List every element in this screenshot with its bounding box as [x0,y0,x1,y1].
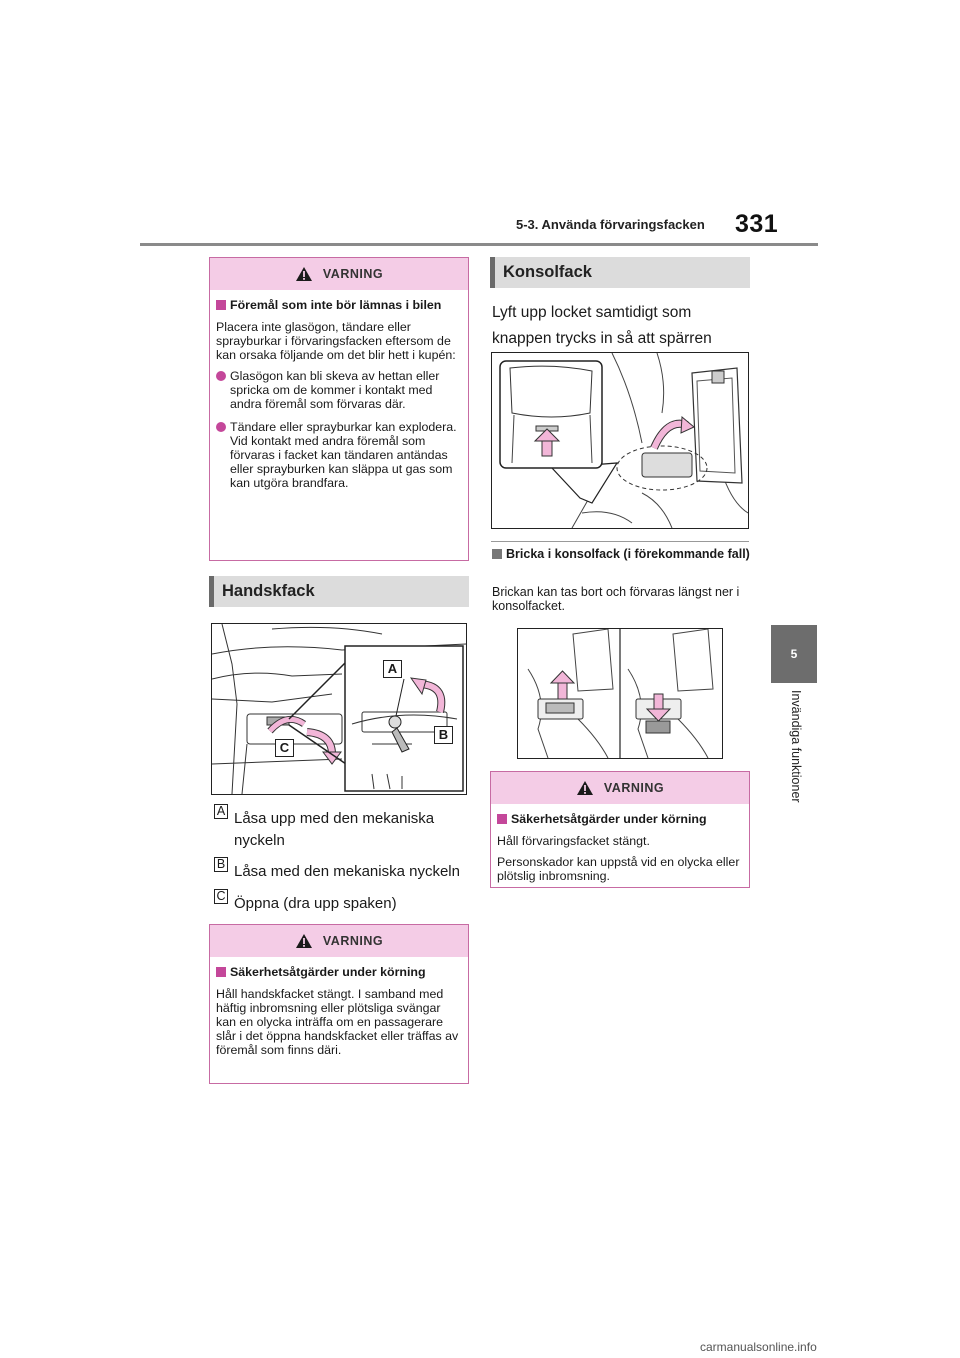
warning-box-glove [209,924,469,1084]
warning-title-text: Föremål som inte bör lämnas i bilen [230,298,442,312]
warning-icon [576,780,594,796]
bullet-text: Glasögon kan bli skeva av hettan eller spricka om de kommer i kontakt med andra föremål som förvaras där. [230,369,440,411]
konsolfack-intro: Lyft upp locket samtidigt som knappen trycks in så att spärren [492,304,712,347]
warning-title-text: Säkerhetsåtgärder under körning [511,812,707,826]
square-bullet-icon [492,549,502,559]
bullet-icon [216,422,226,432]
bullet-icon [216,371,226,381]
step-c [216,889,464,915]
header-divider [140,243,818,246]
warning-bullet [216,420,459,490]
step-label: C [214,889,228,904]
step-text: Låsa med den mekaniska nyckeln [234,863,460,880]
step-label: B [214,857,228,872]
warning-header [210,925,468,957]
warning-heading: VARNING [322,934,384,948]
warning-icon [295,266,313,282]
bullet-text: Tändare eller sprayburkar kan explodera. Vid kontakt med andra föremål som förvaras i facket kan tändaren antändas eller sprayburken kan släppa ut gas som kan utgöra brandfara. [230,420,457,490]
step-text: Låsa upp med den mekaniska nyckeln [234,810,435,849]
warning-title [216,298,459,312]
warning-intro: Placera inte glasögon, tändare eller sprayburkar i förvaringsfacken eftersom de kan orsaka följande om det blir hett i kupén: [216,320,456,362]
warning-title [497,812,740,826]
figure-label-a: A [383,660,402,678]
watermark: carmanualsonline.info [700,1340,817,1354]
warning-box-items [209,257,469,561]
step-text: Öppna (dra upp spaken) [234,895,397,912]
chapter-title [788,690,802,840]
warning-title-text: Säkerhetsåtgärder under körning [230,965,426,979]
sub-title-tray [492,547,750,561]
section-heading-konsolfack: Konsolfack [490,257,750,288]
chapter-tab[interactable]: 5 [771,625,817,683]
figure-label-c: C [275,739,294,757]
warning-header [491,772,749,804]
square-bullet-icon [497,814,507,824]
warning-text: Personskador kan uppstå vid en olycka eller plötslig inbromsning. [497,855,740,883]
warning-title [216,965,459,979]
glove-box-illustration [211,623,467,795]
step-label: A [214,804,228,819]
warning-heading: VARNING [603,781,665,795]
warning-bullet [216,369,459,411]
section-heading-handskfack: Handskfack [209,576,469,607]
warning-box-console [490,771,750,888]
warning-heading: VARNING [322,267,384,281]
tray-text: Brickan kan tas bort och förvaras längst ner i konsolfacket. [492,585,740,613]
warning-header [210,258,468,290]
warning-text: Håll handskfacket stängt. I samband med häftig inbromsning eller plötsliga svängar kan en olycka inträffa om en passagerare slår i det öppna handskfacket eller träffas av föremål som finns däri. [216,987,459,1057]
step-a [216,804,464,852]
divider-line [491,541,749,542]
step-b [216,857,474,883]
square-bullet-icon [216,300,226,310]
figure-label-b: B [434,726,453,744]
console-box-illustration [491,352,749,529]
warning-icon [295,933,313,949]
tray-illustration [517,628,723,759]
sub-title-text: Bricka i konsolfack (i förekommande fall) [506,547,750,561]
section-header: 5-3. Använda förvaringsfacken [516,217,705,232]
warning-text: Håll förvaringsfacket stängt. [497,834,650,848]
square-bullet-icon [216,967,226,977]
chapter-title-text: Invändiga funktioner [789,690,803,803]
page-number: 331 [735,210,779,238]
